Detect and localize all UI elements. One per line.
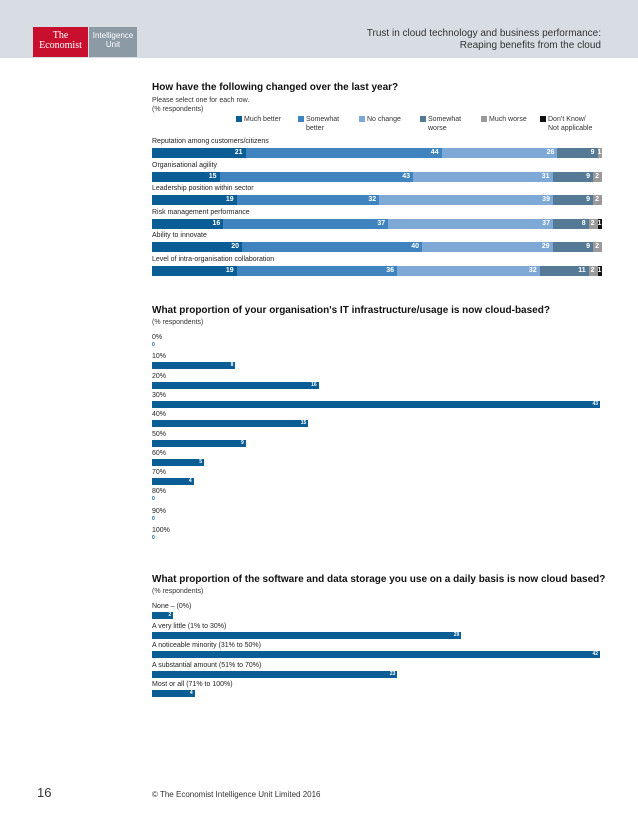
bar: 15 — [152, 420, 308, 427]
stacked-segment: 2 — [593, 172, 602, 182]
bar: 4 — [152, 478, 194, 485]
category-label: 20% — [152, 372, 167, 380]
stacked-segment: 8 — [553, 219, 589, 229]
category-label: None – (0%) — [152, 603, 192, 610]
category-label: A noticeable minority (31% to 50%) — [152, 642, 261, 649]
legend-label-line-2: Not applicable — [548, 125, 593, 132]
category-label: 50% — [152, 430, 167, 438]
page-number: 16 — [37, 785, 52, 800]
legend-label-line-1: No change — [367, 116, 401, 123]
category-label: 10% — [152, 353, 167, 361]
stacked-segment: 1 — [597, 267, 602, 274]
logo-line-1: The — [52, 30, 69, 41]
chart2-title: What proportion of your organisation's IT infrastructure/usage is now cloud-based? — [152, 305, 550, 316]
stacked-segment: 9 — [553, 172, 594, 182]
category-label: 80% — [152, 488, 167, 496]
legend-label-line-1: Don’t Know/ — [548, 116, 586, 123]
legend-swatch — [540, 116, 546, 122]
category-label: 0% — [152, 334, 163, 341]
legend-label — [367, 115, 401, 124]
row-label: Level of intra-organisation collaboration — [152, 256, 275, 263]
chart3-title: What proportion of the software and data storage you use on a daily basis is now cloud based? — [152, 574, 606, 585]
stacked-segment: 20 — [152, 242, 242, 252]
category-label: 70% — [152, 469, 167, 477]
stacked-segment: 37 — [223, 219, 388, 229]
legend-label-line-1: Somewhat — [428, 116, 462, 123]
chart3-subtitle: (% respondents) — [152, 588, 204, 595]
stacked-segment: 15 — [152, 172, 220, 182]
legend-label — [428, 115, 461, 133]
stacked-segment: 2 — [589, 266, 598, 276]
stacked-segment: 9 — [553, 242, 594, 252]
stacked-segment: 21 — [152, 148, 246, 158]
bar: 42 — [152, 651, 600, 658]
bar: 9 — [152, 440, 246, 447]
chart2-subtitle: (% respondents) — [152, 319, 204, 326]
legend-label — [306, 115, 339, 133]
category-label: 30% — [152, 391, 167, 399]
bar: 2 — [152, 612, 173, 619]
stacked-segment: 1 — [597, 149, 602, 156]
legend-swatch — [481, 116, 487, 122]
stacked-segment: 32 — [397, 266, 540, 276]
bar: 8 — [152, 362, 235, 369]
zero-value: 0 — [152, 496, 155, 503]
stacked-segment: 2 — [593, 242, 602, 252]
bar: 4 — [152, 690, 195, 697]
bar: 16 — [152, 382, 319, 389]
legend-label-line-2: better — [306, 125, 324, 132]
bar: 5 — [152, 459, 204, 466]
stacked-segment: 1 — [597, 219, 602, 227]
stacked-segment: 16 — [152, 219, 223, 229]
stacked-segment: 2 — [593, 195, 602, 205]
category-label: 100% — [152, 527, 170, 534]
legend-swatch — [236, 116, 242, 122]
legend-label-line-1: Somewhat — [306, 116, 340, 123]
stacked-segment: 19 — [152, 266, 237, 276]
legend-label — [489, 115, 527, 124]
stacked-segment: 31 — [413, 172, 553, 182]
stacked-segment: 40 — [242, 242, 422, 252]
row-label: Risk management performance — [152, 208, 250, 216]
category-label: A very little (1% to 30%) — [152, 622, 227, 630]
economist-logo — [33, 27, 88, 57]
stacked-segment: 32 — [237, 195, 380, 205]
report-title-line-1: Trust in cloud technology and business performance: — [366, 28, 601, 39]
category-label: Most or all (71% to 100%) — [152, 681, 233, 688]
stacked-segment: 9 — [557, 148, 597, 158]
chart1-title: How have the following changed over the last year? — [152, 82, 399, 93]
legend-label — [548, 115, 592, 133]
legend-label-line-1: Much better — [244, 116, 281, 123]
row-label: Ability to innovate — [152, 232, 207, 240]
legend-label-line-1: Much worse — [489, 116, 527, 123]
legend-label — [244, 115, 281, 124]
bar: 43 — [152, 401, 600, 408]
row-label: Organisational agility — [152, 161, 217, 169]
stacked-segment: 9 — [553, 195, 593, 205]
legend-label-line-2: worse — [428, 125, 447, 132]
zero-value: 0 — [152, 342, 155, 348]
zero-value: 0 — [152, 515, 155, 522]
category-label: 60% — [152, 449, 167, 457]
row-label: Reputation among customers/citizens — [152, 138, 269, 145]
report-title-line-2: Reaping benefits from the cloud — [459, 40, 601, 51]
stacked-segment: 37 — [388, 219, 553, 229]
legend-swatch — [359, 116, 365, 122]
stacked-segment: 43 — [220, 172, 414, 182]
stacked-segment: 29 — [422, 242, 553, 252]
category-label: 90% — [152, 507, 167, 515]
copyright: © The Economist Intelligence Unit Limited 2016 — [152, 790, 321, 799]
unit-line-1: Intelligence — [92, 31, 134, 40]
stacked-segment: 2 — [589, 219, 598, 229]
logo-line-2: Economist — [39, 40, 82, 51]
report-title — [367, 28, 601, 52]
unit-line-2: Unit — [105, 40, 121, 49]
stacked-segment: 26 — [442, 148, 558, 158]
chart1-subtitle-2: (% respondents) — [152, 106, 204, 113]
zero-value: 0 — [152, 535, 155, 541]
chart1-subtitle-1: Please select one for each row. — [152, 97, 250, 104]
stacked-segment: 11 — [540, 266, 589, 276]
category-label: A substantial amount (51% to 70%) — [152, 661, 262, 669]
stacked-segment: 36 — [237, 266, 397, 276]
bar: 29 — [152, 632, 461, 639]
stacked-segment: 39 — [379, 195, 553, 205]
legend-swatch — [298, 116, 304, 122]
stacked-segment: 44 — [246, 148, 442, 158]
stacked-segment: 19 — [152, 195, 237, 205]
row-label: Leadership position within sector — [152, 185, 254, 193]
bar: 23 — [152, 671, 397, 678]
category-label: 40% — [152, 411, 167, 419]
legend-swatch — [420, 116, 426, 122]
intelligence-unit-logo — [89, 27, 137, 57]
